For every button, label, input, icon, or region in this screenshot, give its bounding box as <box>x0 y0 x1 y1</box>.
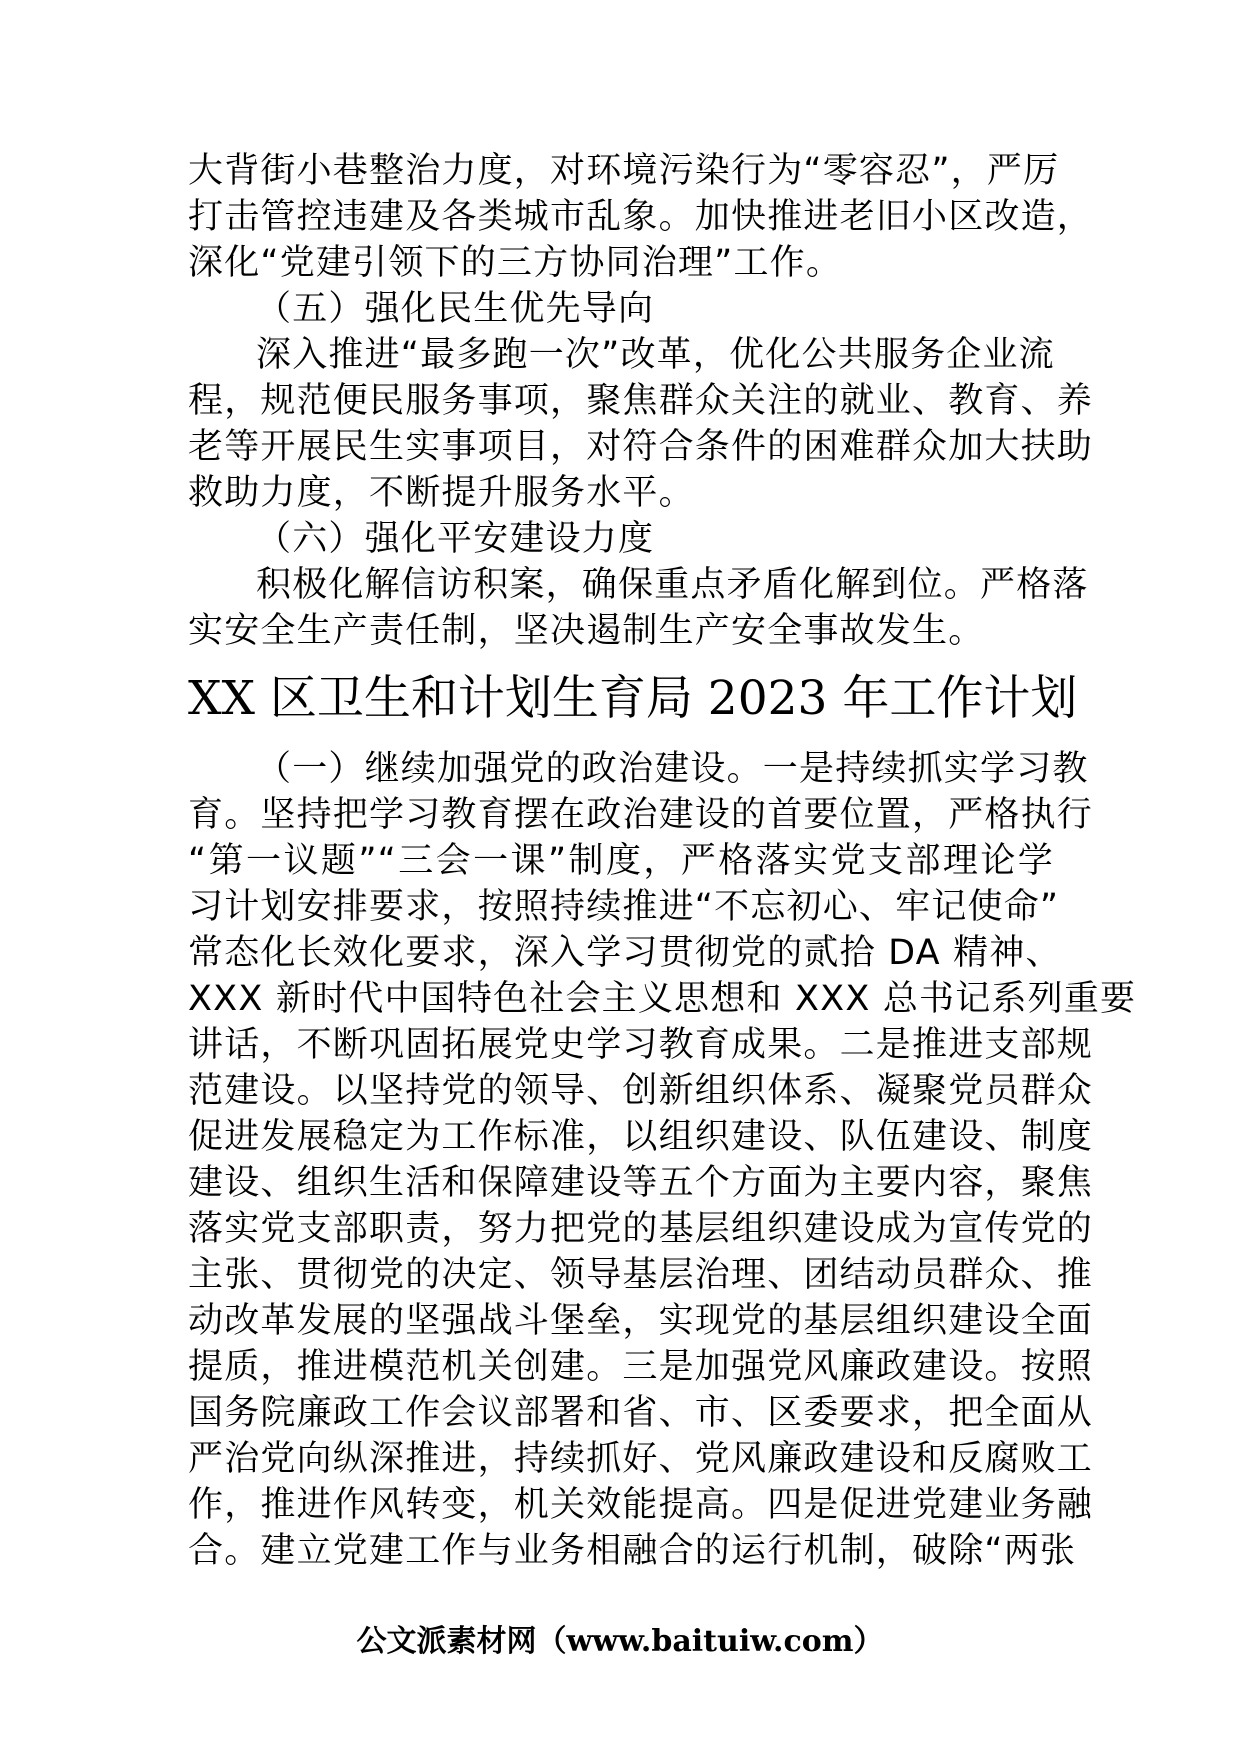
paragraph-line: 建设、组织生活和保障建设等五个方面为主要内容，聚焦 <box>188 1163 1094 1203</box>
paragraph-line: 严治党向纵深推进，持续抓好、党风廉政建设和反腐败工 <box>188 1439 1094 1479</box>
paragraph-line: 习计划安排要求，按照持续推进“不忘初心、牢记使命” <box>188 887 1060 927</box>
paragraph-line: 实安全生产责任制，坚决遏制生产安全事故发生。 <box>188 611 985 651</box>
paragraph-line: 范建设。以坚持党的领导、创新组织体系、凝聚党员群众 <box>188 1071 1094 1111</box>
paragraph-line: （一）继续加强党的政治建设。一是持续抓实学习教 <box>256 749 1089 789</box>
paragraph-line: 国务院廉政工作会议部署和省、市、区委要求，把全面从 <box>188 1393 1094 1433</box>
paragraph-line: 主张、贯彻党的决定、领导基层治理、团结动员群众、推 <box>188 1255 1094 1295</box>
paragraph-line: 大背街小巷整治力度，对环境污染行为“零容忍”，严厉 <box>188 151 1060 191</box>
document-title: XX 区卫生和计划生育局 2023 年工作计划 <box>188 671 1078 726</box>
paragraph-line: 老等开展民生实事项目，对符合条件的困难群众加大扶助 <box>188 427 1094 467</box>
paragraph-line: 打击管控违建及各类城市乱象。加快推进老旧小区改造， <box>188 197 1094 237</box>
section-heading: （六）强化平安建设力度 <box>256 519 655 559</box>
paragraph-line: 深化“党建引领下的三方协同治理”工作。 <box>188 243 843 283</box>
paragraph-line: 作，推进作风转变，机关效能提高。四是促进党建业务融 <box>188 1485 1094 1525</box>
paragraph-line: XXX 新时代中国特色社会主义思想和 XXX 总书记系列重要 <box>188 979 1137 1019</box>
paragraph-line: 落实党支部职责，努力把党的基层组织建设成为宣传党的 <box>188 1209 1094 1249</box>
section-heading: （五）强化民生优先导向 <box>256 289 655 329</box>
paragraph-line: 育。坚持把学习教育摆在政治建设的首要位置，严格执行 <box>188 795 1094 835</box>
upper-section <box>188 148 1094 654</box>
document-page <box>188 148 1137 1574</box>
paragraph-line: 促进发展稳定为工作标准，以组织建设、队伍建设、制度 <box>188 1117 1094 1157</box>
paragraph-line: 讲话，不断巩固拓展党史学习教育成果。二是推进支部规 <box>188 1025 1094 1065</box>
paragraph-line: 积极化解信访积案，确保重点矛盾化解到位。严格落 <box>256 565 1089 605</box>
paragraph-line: 合。建立党建工作与业务相融合的运行机制，破除“两张 <box>188 1531 1077 1571</box>
paragraph-line: 提质，推进模范机关创建。三是加强党风廉政建设。按照 <box>188 1347 1094 1387</box>
paragraph-line: “第一议题”“三会一课”制度，严格落实党支部理论学 <box>188 841 1054 881</box>
lower-section <box>188 746 1137 1574</box>
paragraph-line: 救助力度，不断提升服务水平。 <box>188 473 695 513</box>
paragraph-line: 常态化长效化要求，深入学习贯彻党的贰拾 DA 精神、 <box>188 933 1062 973</box>
footer-watermark: 公文派素材网（www.baituiw.com） <box>356 1624 884 1659</box>
paragraph-line: 动改革发展的坚强战斗堡垒，实现党的基层组织建设全面 <box>188 1301 1094 1341</box>
paragraph-line: 程，规范便民服务事项，聚焦群众关注的就业、教育、养 <box>188 381 1094 421</box>
paragraph-line: 深入推进“最多跑一次”改革，优化公共服务企业流 <box>256 335 1055 375</box>
